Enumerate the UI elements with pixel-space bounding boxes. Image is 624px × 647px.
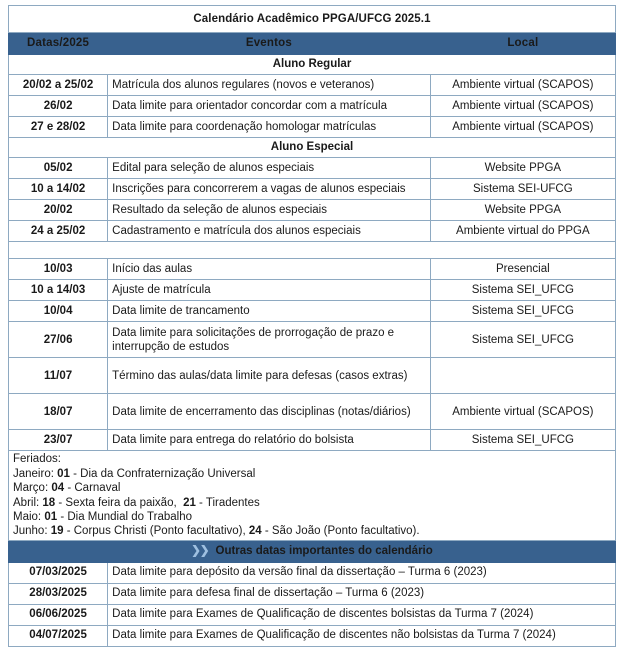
row-event: Data limite para Exames de Qualificação de discentes não bolsistas da Turma 7 (2024) bbox=[108, 625, 616, 646]
row-event: Data limite de encerramento das disciplinas (notas/diários) bbox=[108, 394, 431, 430]
row-event: Término das aulas/data limite para defesas (casos extras) bbox=[108, 358, 431, 394]
table-row bbox=[9, 358, 616, 394]
row-local: Sistema SEI_UFCG bbox=[430, 280, 615, 301]
feriados-month: Março: bbox=[13, 482, 49, 495]
table-row bbox=[9, 583, 616, 604]
table-row bbox=[9, 158, 616, 179]
row-local: Sistema SEI_UFCG bbox=[430, 322, 615, 358]
column-header-row bbox=[9, 33, 616, 55]
table-row bbox=[9, 179, 616, 200]
row-event: Data limite para coordenação homologar matrículas bbox=[108, 117, 431, 138]
table-row bbox=[9, 301, 616, 322]
outras-datas-header-label: Outras datas importantes do calendário bbox=[215, 544, 433, 557]
row-local: Ambiente virtual (SCAPOS) bbox=[430, 96, 615, 117]
row-local: Ambiente virtual (SCAPOS) bbox=[430, 394, 615, 430]
table-row bbox=[9, 117, 616, 138]
row-event: Matrícula dos alunos regulares (novos e veteranos) bbox=[108, 75, 431, 96]
table-row bbox=[9, 322, 616, 358]
section-header-row bbox=[9, 55, 616, 75]
row-event: Data limite de trancamento bbox=[108, 301, 431, 322]
calendar-body bbox=[9, 6, 616, 647]
feriados-line bbox=[13, 524, 611, 538]
spacer-cell bbox=[9, 242, 616, 259]
row-date: 20/02 a 25/02 bbox=[9, 75, 108, 96]
row-date: 10 a 14/02 bbox=[9, 179, 108, 200]
row-date: 10 a 14/03 bbox=[9, 280, 108, 301]
row-date: 05/02 bbox=[9, 158, 108, 179]
row-event: Data limite para entrega do relatório do bolsista bbox=[108, 430, 431, 451]
table-row bbox=[9, 562, 616, 583]
row-local: Sistema SEI_UFCG bbox=[430, 430, 615, 451]
feriados-month: Maio: bbox=[13, 510, 42, 523]
row-local: Website PPGA bbox=[430, 200, 615, 221]
row-date: 10/04 bbox=[9, 301, 108, 322]
row-date: 04/07/2025 bbox=[9, 625, 108, 646]
row-event: Data limite para orientador concordar com a matrícula bbox=[108, 96, 431, 117]
table-row bbox=[9, 221, 616, 242]
spacer-row bbox=[9, 242, 616, 259]
feriados-entries: 18 - Sexta feira da paixão, 21 - Tiradentes bbox=[42, 496, 260, 509]
row-local: Ambiente virtual (SCAPOS) bbox=[430, 117, 615, 138]
table-row bbox=[9, 394, 616, 430]
table-row bbox=[9, 604, 616, 625]
feriados-entries: 01 - Dia Mundial do Trabalho bbox=[44, 510, 193, 523]
academic-calendar-table bbox=[8, 5, 616, 647]
feriados-month: Junho: bbox=[13, 525, 48, 538]
header-dates: Datas/2025 bbox=[9, 33, 108, 55]
feriados-row bbox=[9, 451, 616, 540]
header-local: Local bbox=[430, 33, 615, 55]
row-date: 20/02 bbox=[9, 200, 108, 221]
row-local: Ambiente virtual do PPGA bbox=[430, 221, 615, 242]
row-date: 23/07 bbox=[9, 430, 108, 451]
feriados-month: Abril: bbox=[13, 496, 40, 509]
row-event: Cadastramento e matrícula dos alunos especiais bbox=[108, 221, 431, 242]
feriados-entries: 19 - Corpus Christi (Ponto facultativo), 24 - São João (Ponto facultativo). bbox=[50, 525, 420, 538]
feriados-entries: 04 - Carnaval bbox=[51, 482, 121, 495]
row-event: Resultado da seleção de alunos especiais bbox=[108, 200, 431, 221]
row-date: 18/07 bbox=[9, 394, 108, 430]
row-local: Ambiente virtual (SCAPOS) bbox=[430, 75, 615, 96]
header-events: Eventos bbox=[108, 33, 431, 55]
feriados-line bbox=[13, 481, 611, 495]
row-local: Sistema SEI_UFCG bbox=[430, 301, 615, 322]
row-event: Data limite para solicitações de prorrogação de prazo e interrupção de estudos bbox=[108, 322, 431, 358]
feriados-line bbox=[13, 496, 611, 510]
table-row bbox=[9, 259, 616, 280]
row-date: 06/06/2025 bbox=[9, 604, 108, 625]
outras-datas-header bbox=[9, 540, 616, 562]
table-row bbox=[9, 430, 616, 451]
table-row bbox=[9, 96, 616, 117]
table-row bbox=[9, 625, 616, 646]
section-label-aluno-especial: Aluno Especial bbox=[9, 138, 616, 158]
row-event: Edital para seleção de alunos especiais bbox=[108, 158, 431, 179]
table-row bbox=[9, 200, 616, 221]
row-date: 27/06 bbox=[9, 322, 108, 358]
feriados-label: Feriados: bbox=[13, 453, 61, 466]
feriados-line bbox=[13, 510, 611, 524]
row-event: Início das aulas bbox=[108, 259, 431, 280]
outras-datas-header-row bbox=[9, 540, 616, 562]
row-date: 11/07 bbox=[9, 358, 108, 394]
feriados-line bbox=[13, 467, 611, 481]
row-event: Inscrições para concorrerem a vagas de alunos especiais bbox=[108, 179, 431, 200]
feriados-block bbox=[9, 451, 616, 540]
row-date: 26/02 bbox=[9, 96, 108, 117]
chevron-right-icon: ❯❯ bbox=[191, 544, 209, 557]
table-row bbox=[9, 280, 616, 301]
row-event: Data limite para defesa final de dissertação – Turma 6 (2023) bbox=[108, 583, 616, 604]
row-date: 27 e 28/02 bbox=[9, 117, 108, 138]
row-date: 10/03 bbox=[9, 259, 108, 280]
row-local bbox=[430, 358, 615, 394]
row-event: Data limite para Exames de Qualificação de discentes bolsistas da Turma 7 (2024) bbox=[108, 604, 616, 625]
calendar-table bbox=[8, 5, 616, 647]
row-date: 07/03/2025 bbox=[9, 562, 108, 583]
row-local: Website PPGA bbox=[430, 158, 615, 179]
row-local: Sistema SEI-UFCG bbox=[430, 179, 615, 200]
table-row bbox=[9, 75, 616, 96]
row-date: 24 a 25/02 bbox=[9, 221, 108, 242]
row-local: Presencial bbox=[430, 259, 615, 280]
row-event: Ajuste de matrícula bbox=[108, 280, 431, 301]
feriados-month: Janeiro: bbox=[13, 467, 54, 480]
row-date: 28/03/2025 bbox=[9, 583, 108, 604]
row-event: Data limite para depósito da versão final da dissertação – Turma 6 (2023) bbox=[108, 562, 616, 583]
title-row bbox=[9, 6, 616, 33]
section-header-row bbox=[9, 138, 616, 158]
section-label-aluno-regular: Aluno Regular bbox=[9, 55, 616, 75]
feriados-entries: 01 - Dia da Confraternização Universal bbox=[57, 467, 256, 480]
page-title: Calendário Acadêmico PPGA/UFCG 2025.1 bbox=[9, 6, 616, 33]
